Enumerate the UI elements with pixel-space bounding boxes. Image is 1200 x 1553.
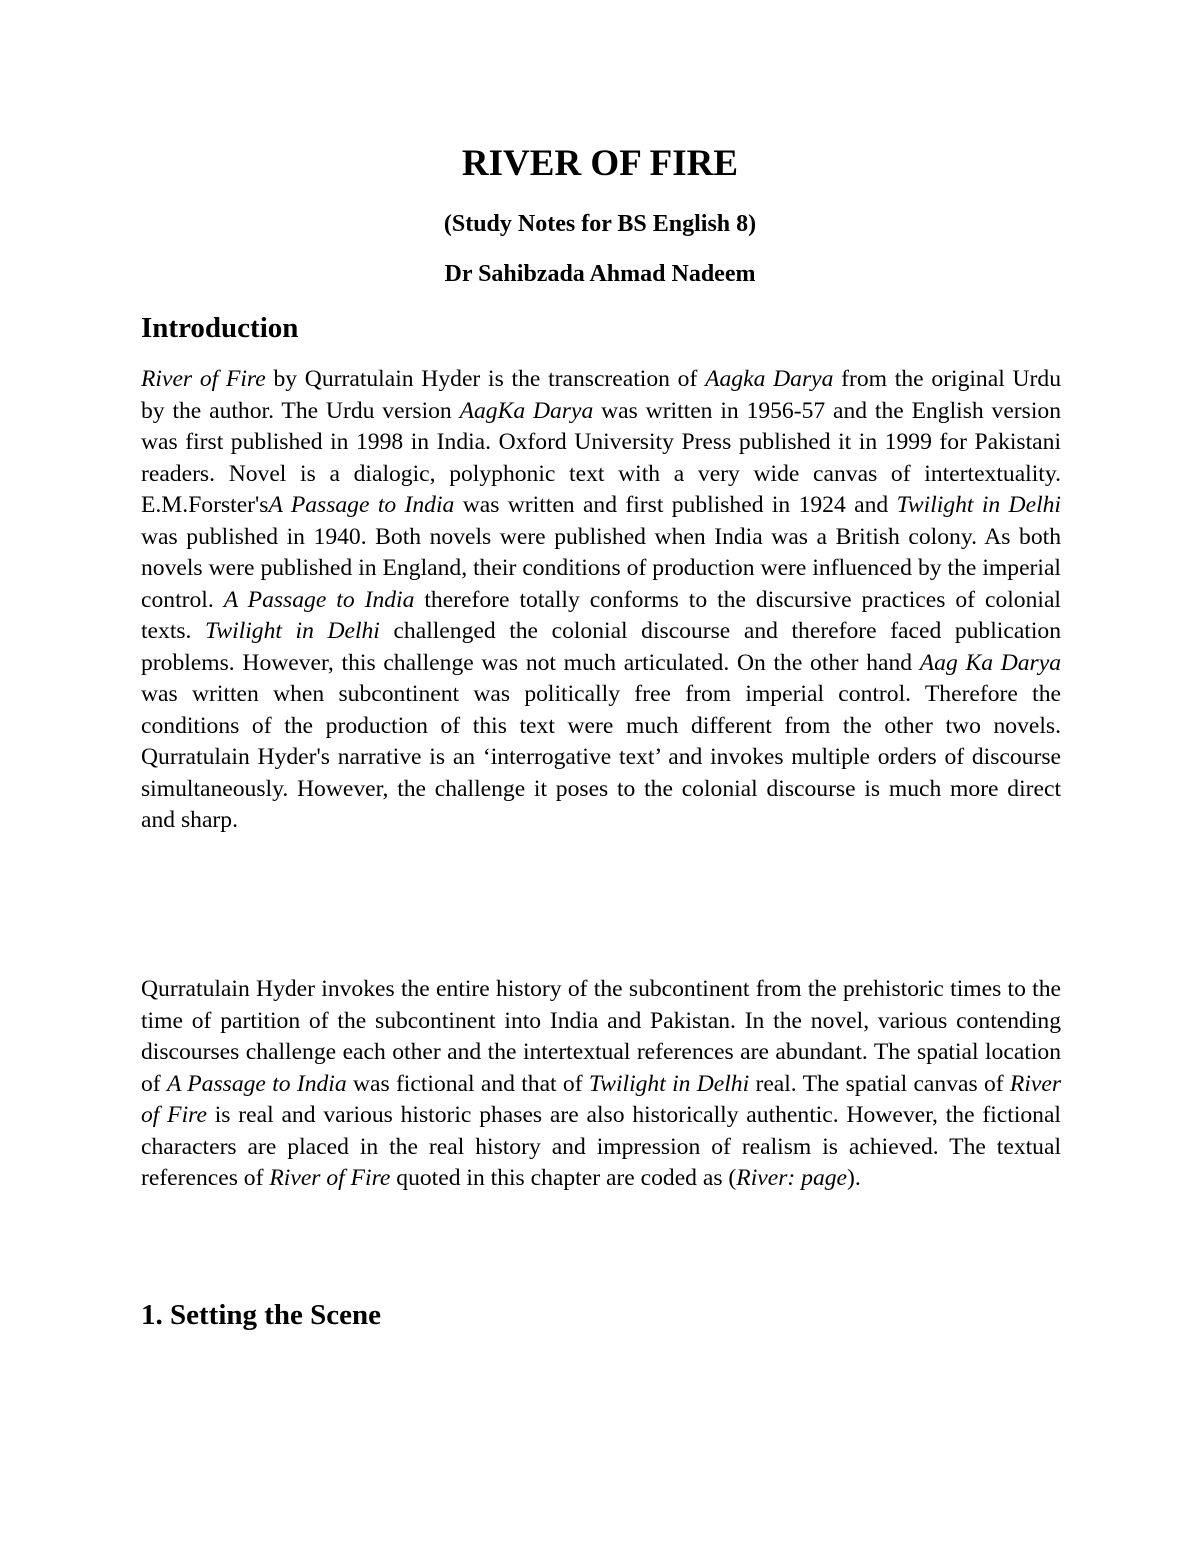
text-run: therefore totally conforms to the discursive practices of colonial texts. bbox=[141, 586, 1061, 644]
book-title: River of Fire bbox=[269, 1165, 391, 1191]
introduction-paragraph bbox=[141, 364, 1061, 837]
text-run: was written and first published in 1924 and bbox=[454, 492, 897, 518]
book-title: Twilight in Delhi bbox=[205, 618, 380, 644]
book-title: A Passage to India bbox=[166, 1070, 347, 1097]
book-title: Aag Ka Darya bbox=[919, 649, 1061, 676]
document-subtitle: (Study Notes for BS English 8) bbox=[443, 211, 757, 237]
text-run: from the original Urdu by the author. The Urdu version bbox=[141, 366, 1061, 424]
text-run: real. The spatial canvas of bbox=[749, 1070, 1010, 1097]
book-title: River of Fire bbox=[141, 1070, 1061, 1128]
book-title: A Passage to India bbox=[223, 586, 415, 613]
book-title: Aagka Darya bbox=[705, 366, 834, 392]
text-run: by Qurratulain Hyder is the transcreation of bbox=[265, 366, 706, 392]
text-run: was published in 1940. Both novels were published when India was a British colony. As both novels were published in England, their conditions of production were influenced by the imperial control. bbox=[141, 523, 1061, 613]
text-run: is real and various historic phases are also historically authentic. However, the fictional characters are placed in the real history and impression of realism is achieved. The textual references of bbox=[141, 1102, 1061, 1191]
text-run: challenged the colonial discourse and therefore faced publication problems. However, this challenge was not much articulated. On the other hand bbox=[141, 618, 1061, 676]
text-run: was written in 1956-57 and the English version was first published in 1998 in India. Oxford University Press published it in 1999 for Pakistani readers. Novel is a dialogic, polyphonic text with a very wide canvas of intertextuality. E.M.Forster's bbox=[141, 397, 1061, 518]
introduction-heading: Introduction bbox=[141, 312, 299, 344]
text-run: was fictional and that of bbox=[346, 1070, 589, 1097]
text-run: was written when subcontinent was politically free from imperial control. Therefore the conditions of the production of this text were much different from the other two novels. Qurratulain Hyder's narrative is an ‘interrogative text’ and invokes multiple orders of discourse simultaneously. However, the challenge it poses to the colonial discourse is much more direct and sharp. bbox=[141, 681, 1061, 833]
citation-format: River: page bbox=[736, 1165, 848, 1191]
book-title: AagKa Darya bbox=[459, 397, 594, 424]
document-title: RIVER OF FIRE bbox=[461, 143, 739, 184]
book-title: Twilight in Delhi bbox=[588, 1070, 750, 1097]
setting-the-scene-heading: 1. Setting the Scene bbox=[141, 1299, 382, 1331]
book-title: A Passage to India bbox=[268, 492, 455, 518]
document-author: Dr Sahibzada Ahmad Nadeem bbox=[444, 261, 756, 287]
text-run: ). bbox=[847, 1165, 861, 1191]
book-title: River of Fire bbox=[141, 366, 266, 392]
text-run: quoted in this chapter are coded as ( bbox=[390, 1165, 737, 1191]
text-run: Qurratulain Hyder invokes the entire history of the subcontinent from the prehistoric times to the time of partition of the subcontinent into India and Pakistan. In the novel, various contending discourses challenge each other and the intertextual references are abundant. The spatial location of bbox=[141, 976, 1061, 1097]
book-title: Twilight in Delhi bbox=[896, 492, 1061, 518]
history-paragraph bbox=[141, 974, 1061, 1195]
